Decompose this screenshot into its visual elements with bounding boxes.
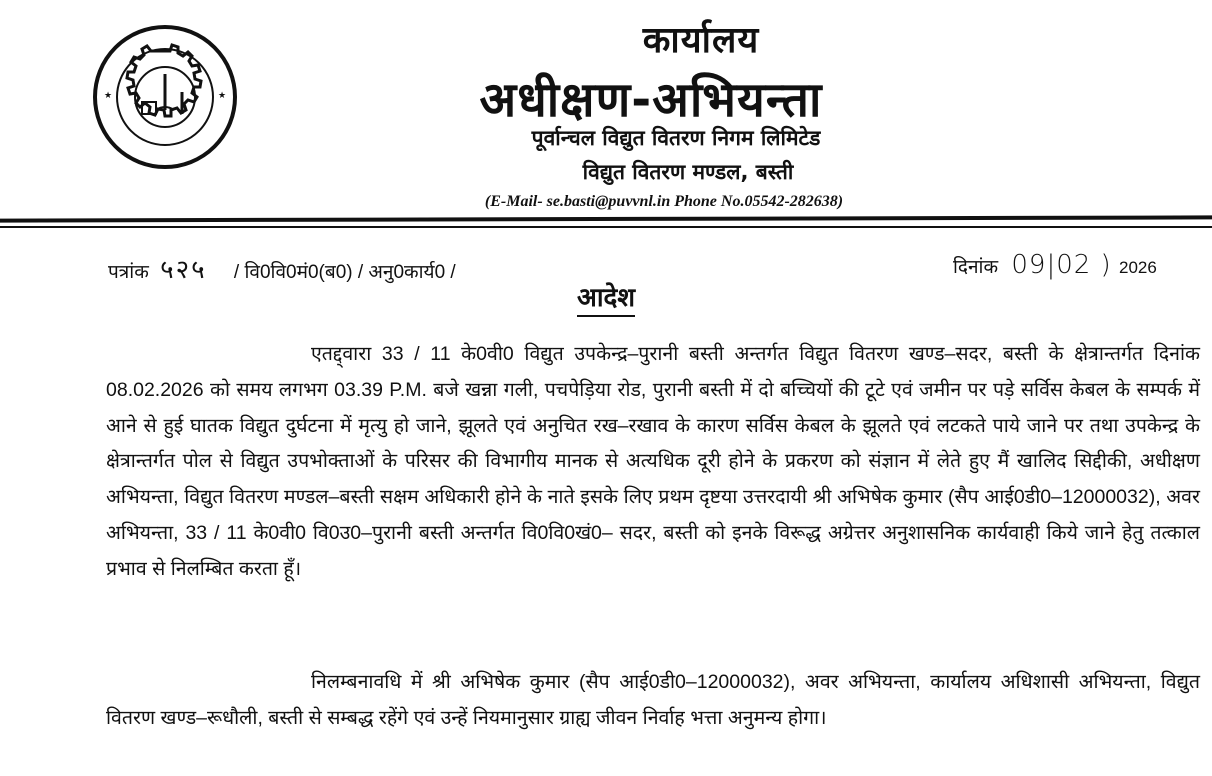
header-divider-thick — [0, 215, 1212, 222]
reference-number: ५२५ — [160, 255, 207, 285]
reference-path: / वि0वि0मं0(ब0) / अनु0कार्य0 / — [233, 262, 456, 283]
svg-text:★: ★ — [218, 91, 227, 101]
date-label: दिनांक — [953, 257, 999, 278]
circle-name: विद्युत वितरण मण्डल, बस्ती — [582, 160, 794, 184]
header-divider-thin — [0, 226, 1212, 228]
date-line — [953, 250, 1157, 280]
order-title — [0, 278, 1212, 314]
organization-name: पूर्वान्चल विद्युत वितरण निगम लिमिटेड — [531, 126, 821, 150]
order-title-text: आदेश — [577, 283, 635, 317]
date-year: 2026 — [1118, 258, 1157, 277]
body-paragraph-2 — [106, 665, 1200, 737]
office-label: कार्यालय — [642, 20, 760, 61]
date-day-month: 09|02 ) — [1011, 250, 1112, 280]
paragraph-text: निलम्बनावधि में श्री अभिषेक कुमार (सैप आई0डी0–12000032), अवर अभियन्ता, कार्यालय अधिशासी अभियन्ता, विद्युत वितरण खण्ड–रूधौली, बस्ती से सम्बद्ध रहेंगे एवं उन्हें नियमानुसार ग्राह्य जीवन निर्वाह भत्ता अनुमन्य होगा। — [106, 671, 1200, 729]
contact-info: (E-Mail- se.basti@puvvnl.in Phone No.05542-282638) — [484, 193, 844, 210]
svg-text:★: ★ — [104, 91, 113, 101]
designation-heading: अधीक्षण-अभियन्ता — [479, 72, 823, 128]
paragraph-text: एतद्द्वारा 33 / 11 के0वी0 विद्युत उपकेन्द्र–पुरानी बस्ती अन्तर्गत विद्युत वितरण खण्ड–सदर, बस्ती के क्षेत्रान्तर्गत दिनांक 08.02.2026 को समय लगभग 03.39 P.M. बजे खन्ना गली, पचपेड़िया रोड, पुरानी बस्ती में दो बच्चियों की टूटे एवं जमीन पर पड़े सर्विस केबल के सम्पर्क में आने से हुई घातक विद्युत दुर्घटना में मृत्यु हो जाने, झूलते एवं अनुचित रख–रखाव के कारण सर्विस केबल के झूलते एवं लटकते पाये जाने पर तथा उपकेन्द्र के क्षेत्रान्तर्गत पोल से विद्युत उपभोक्ताओं के परिसर की विभागीय मानक से अत्यधिक दूरी होने के प्रकरण को संज्ञान में लेते हुए मैं खालिद सिद्दीकी, अधीक्षण अभियन्ता, विद्युत वितरण मण्डल–बस्ती सक्षम अधिकारी होने के नाते इसके लिए प्रथम दृष्टया उत्तरदायी श्री अभिषेक कुमार (सैप आई0डी0–12000032), अवर अभियन्ता, 33 / 11 के0वी0 वि0उ0–पुरानी बस्ती अन्तर्गत वि0वि0खं0– सदर, बस्ती को इनके विरूद्ध अग्रेत्तर अनुशासनिक कार्यवाही किये जाने हेतु तत्काल प्रभाव से निलम्बित करता हूँ। — [106, 343, 1200, 580]
reference-label: पत्रांक — [108, 262, 149, 283]
body-paragraph-1 — [106, 337, 1200, 588]
